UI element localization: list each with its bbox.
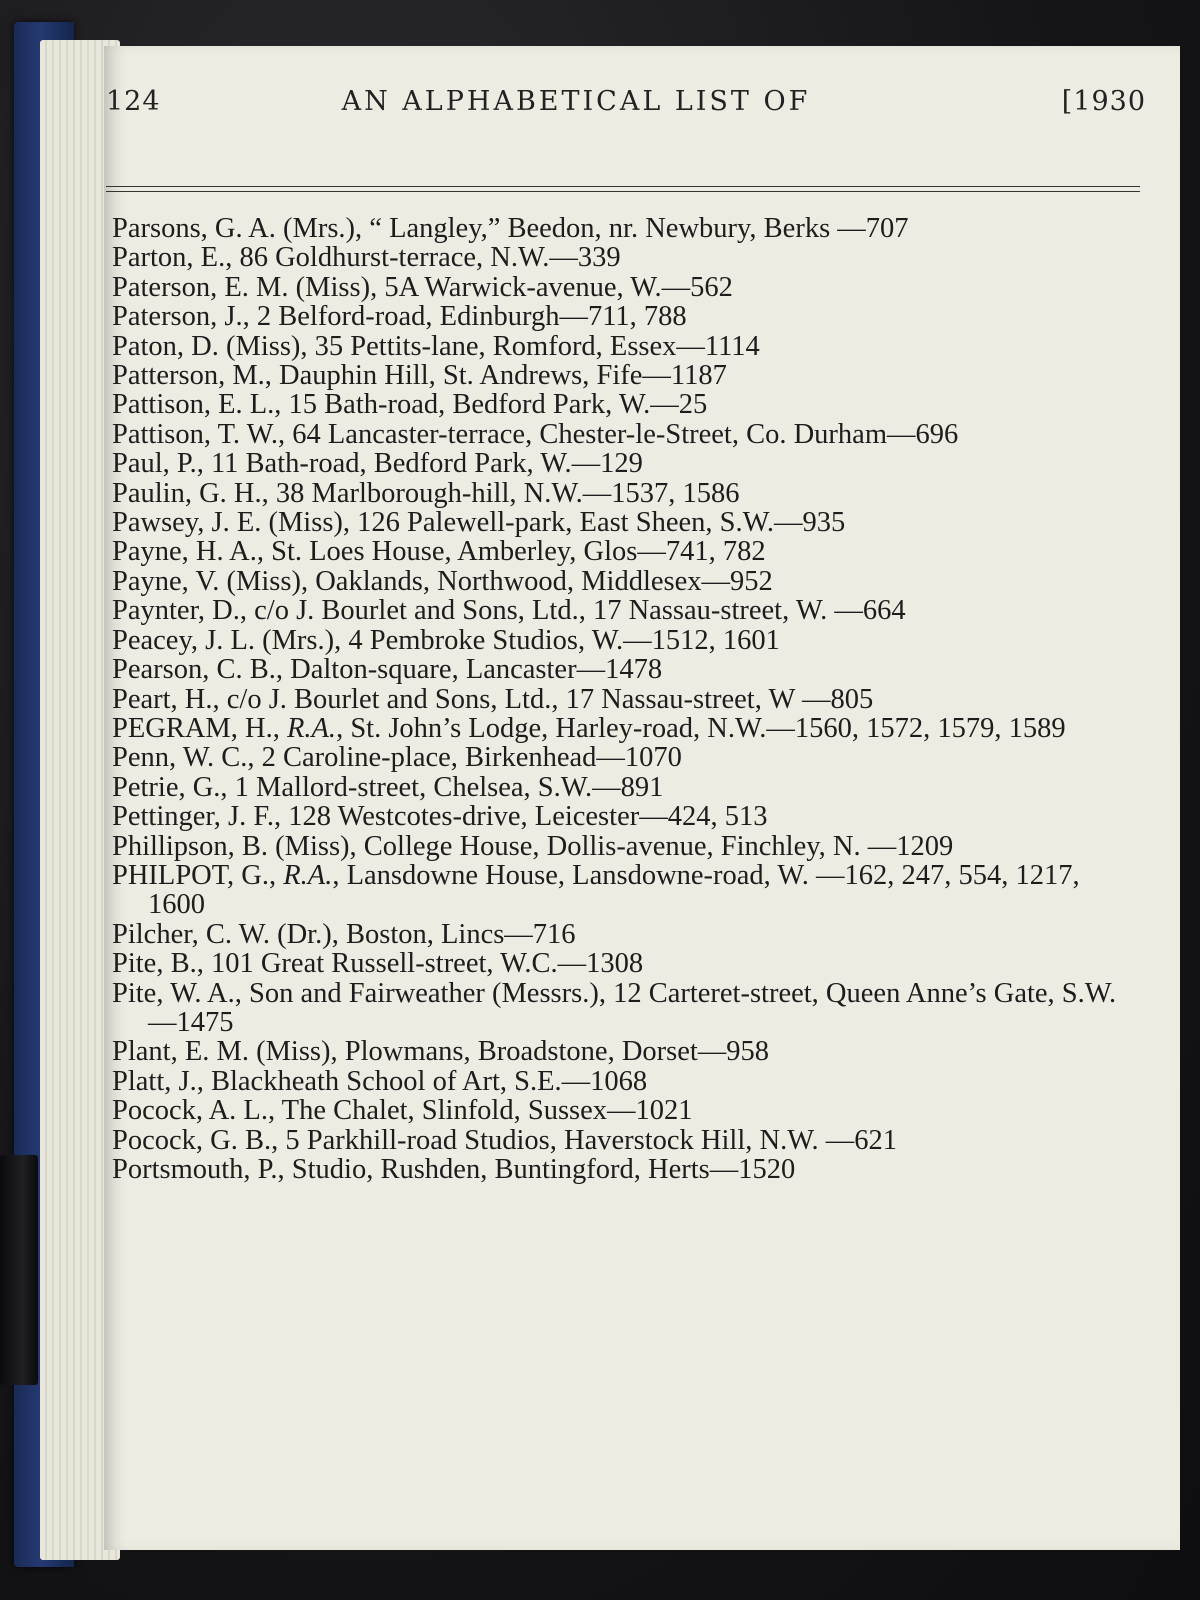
list-entry	[112, 361, 1142, 390]
list-entry	[112, 1067, 1142, 1096]
list-entry	[112, 920, 1142, 949]
list-entry	[112, 773, 1142, 802]
list-entry	[112, 479, 1142, 508]
entry-text-continued: , St. John’s Lodge, Harley-road, N.W.—1560, 1572, 1579, 1589	[336, 712, 1066, 744]
entry-text: Patterson, M., Dauphin Hill, St. Andrews, Fife—1187	[112, 360, 727, 392]
list-entry	[112, 567, 1142, 596]
entry-text: Pite, B., 101 Great Russell-street, W.C.—1308	[112, 948, 644, 980]
list-entry	[112, 537, 1142, 566]
list-entry	[112, 655, 1142, 684]
list-entry	[112, 420, 1142, 449]
entry-text: Pattison, T. W., 64 Lancaster-terrace, Chester-le-Street, Co. Durham—696	[112, 418, 959, 450]
entry-text: Portsmouth, P., Studio, Rushden, Buntingford, Herts—1520	[112, 1154, 796, 1185]
list-entry	[112, 508, 1142, 537]
entry-text: Payne, V. (Miss), Oaklands, Northwood, Middlesex—952	[112, 565, 773, 597]
list-entry	[112, 714, 1142, 743]
list-entry	[112, 1155, 1142, 1184]
entry-text: Penn, W. C., 2 Caroline-place, Birkenhead—1070	[112, 742, 682, 774]
entry-text: Pettinger, J. F., 128 Westcotes-drive, Leicester—424, 513	[112, 801, 768, 833]
entry-text: Paterson, J., 2 Belford-road, Edinburgh—711, 788	[112, 301, 687, 333]
entry-text-continued: , Lansdowne House, Lansdowne-road, W. —162, 247, 554, 1217, 1600	[148, 859, 1080, 921]
list-entry	[112, 1126, 1142, 1155]
entry-text: Pattison, E. L., 15 Bath-road, Bedford Park, W.—25	[112, 389, 708, 421]
entry-text: Payne, H. A., St. Loes House, Amberley, Glos—741, 782	[112, 536, 766, 568]
list-entry	[112, 626, 1142, 655]
entry-text: Platt, J., Blackheath School of Art, S.E.—1068	[112, 1065, 648, 1097]
entry-honorific: R.A.	[286, 712, 337, 744]
entry-text: Parton, E., 86 Goldhurst-terrace, N.W.—339	[112, 242, 621, 274]
entry-text: Paton, D. (Miss), 35 Pettits-lane, Romford, Essex—1114	[112, 330, 760, 362]
entry-text: Paul, P., 11 Bath-road, Bedford Park, W.—129	[112, 448, 643, 480]
entry-text: Phillipson, B. (Miss), College House, Dollis-avenue, Finchley, N. —1209	[112, 830, 954, 862]
running-head	[106, 86, 1146, 130]
list-entry	[112, 596, 1142, 625]
list-entry	[112, 1096, 1142, 1125]
header-rule-bottom	[106, 191, 1140, 192]
entry-text: Pearson, C. B., Dalton-square, Lancaster—1478	[112, 654, 663, 686]
entry-text: PEGRAM, H.,	[112, 712, 287, 744]
entry-text: Paterson, E. M. (Miss), 5A Warwick-avenue, W.—562	[112, 271, 733, 303]
header-rule-top	[106, 186, 1140, 187]
entry-text: Pocock, G. B., 5 Parkhill-road Studios, Haverstock Hill, N.W. —621	[112, 1124, 898, 1156]
list-entry	[112, 685, 1142, 714]
entry-text: Parsons, G. A. (Mrs.), “ Langley,” Beedon, nr. Newbury, Berks —707	[112, 213, 909, 244]
list-entry	[112, 832, 1142, 861]
list-entry	[112, 861, 1142, 920]
list-entry	[112, 949, 1142, 978]
list-entry	[112, 802, 1142, 831]
entry-text: Pite, W. A., Son and Fairweather (Messrs.), 12 Carteret-street, Queen Anne’s Gate, S.W.—1475	[112, 977, 1117, 1038]
entry-text: Paynter, D., c/o J. Bourlet and Sons, Ltd., 17 Nassau-street, W. —664	[112, 595, 906, 627]
entry-honorific: R.A.	[283, 859, 333, 891]
entry-text: Paulin, G. H., 38 Marlborough-hill, N.W.—1537, 1586	[112, 477, 740, 509]
list-entry	[112, 332, 1142, 361]
page-title: AN ALPHABETICAL LIST OF	[341, 86, 811, 117]
entry-text: PHILPOT, G.,	[112, 859, 284, 891]
entry-list	[112, 214, 1142, 1184]
list-entry	[112, 214, 1142, 243]
entry-text: Peart, H., c/o J. Bourlet and Sons, Ltd., 17 Nassau-street, W —805	[112, 683, 874, 715]
entry-text: Petrie, G., 1 Mallord-street, Chelsea, S.W.—891	[112, 771, 664, 803]
entry-text: Pilcher, C. W. (Dr.), Boston, Lincs—716	[112, 918, 576, 950]
list-entry	[112, 273, 1142, 302]
page-number: 124	[106, 86, 161, 117]
list-entry	[112, 449, 1142, 478]
entry-text: Pawsey, J. E. (Miss), 126 Palewell-park, East Sheen, S.W.—935	[112, 507, 846, 539]
list-entry	[112, 302, 1142, 331]
list-entry	[112, 743, 1142, 772]
list-entry	[112, 979, 1142, 1038]
list-entry	[112, 243, 1142, 272]
binding-strap	[0, 1155, 38, 1385]
list-entry	[112, 390, 1142, 419]
entry-text: Peacey, J. L. (Mrs.), 4 Pembroke Studios, W.—1512, 1601	[112, 624, 780, 656]
entry-text: Plant, E. M. (Miss), Plowmans, Broadstone, Dorset—958	[112, 1036, 770, 1068]
entry-text: Pocock, A. L., The Chalet, Slinfold, Sussex—1021	[112, 1095, 693, 1127]
list-entry	[112, 1037, 1142, 1066]
page-year: [1930	[1061, 86, 1146, 117]
